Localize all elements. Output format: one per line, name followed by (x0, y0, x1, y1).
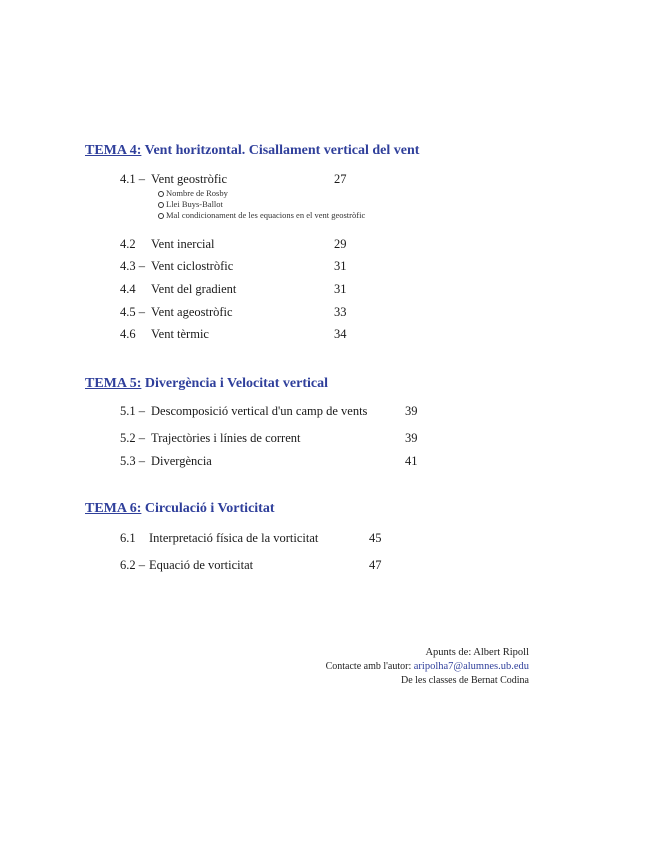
tema-5-label: TEMA 5: (85, 376, 142, 391)
tema-5-title: Divergència i Velocitat vertical (144, 376, 328, 391)
entry-number: 5.2 – (120, 431, 145, 445)
entry-page-number: 39 (405, 404, 418, 418)
sub-item-llei-buys-ballot (158, 199, 365, 210)
sub-item-label: Nombre de Rosby (166, 188, 228, 198)
contact-line (326, 661, 529, 672)
circle-bullet-icon (158, 202, 164, 208)
entry-page-number: 34 (334, 327, 347, 341)
entry-page-number: 29 (334, 237, 347, 251)
entry-number: 6.1 (120, 531, 136, 545)
entry-page-number: 31 (334, 259, 347, 273)
author-line (425, 647, 529, 658)
tema-4-title: Vent horitzontal. Cisallament vertical del vent (144, 143, 420, 158)
entry-number: 5.3 – (120, 454, 145, 468)
tema-6-label: TEMA 6: (85, 501, 142, 516)
entry-title: Vent tèrmic (151, 327, 209, 341)
entry-title: Vent ageostròfic (151, 305, 233, 319)
tema-6-title: Circulació i Vorticitat (144, 501, 275, 516)
entry-number: 6.2 – (120, 558, 145, 572)
entry-title: Trajectòries i línies de corrent (151, 431, 301, 445)
entry-page-number: 47 (369, 558, 382, 572)
entry-number: 4.3 – (120, 259, 145, 273)
email-link[interactable]: aripolha7@alumnes.ub.edu (413, 661, 529, 672)
entry-page-number: 39 (405, 431, 418, 445)
entry-number: 4.2 (120, 237, 136, 251)
entry-number: 4.1 – (120, 172, 145, 186)
entry-title: Vent geostròfic (151, 172, 228, 186)
entry-page-number: 27 (334, 172, 347, 186)
tema-6-heading (85, 501, 275, 517)
classes-line (401, 675, 529, 686)
entry-page-number: 33 (334, 305, 347, 319)
entry-page-number: 41 (405, 454, 418, 468)
sub-item-nombre-rosby (158, 188, 365, 199)
entry-title: Interpretació física de la vorticitat (149, 531, 319, 545)
entry-title: Vent del gradient (151, 282, 237, 296)
entry-number: 4.5 – (120, 305, 145, 319)
contact-prefix: Contacte amb l'autor: (325, 661, 412, 672)
tema-5-heading (85, 376, 328, 392)
classes-text: De les classes de Bernat Codina (400, 675, 529, 686)
sub-item-label: Llei Buys-Ballot (166, 199, 223, 209)
entry-number: 4.6 (120, 327, 136, 341)
tema-4-label: TEMA 4: (85, 143, 142, 158)
entry-title: Descomposició vertical d'un camp de vents (151, 404, 368, 418)
circle-bullet-icon (158, 213, 164, 219)
tema-4-heading (85, 143, 419, 159)
sub-list-4-1 (158, 188, 365, 221)
entry-number: 4.4 (120, 282, 136, 296)
sub-item-label: Mal condicionament de les equacions en el vent geostròfic (166, 210, 366, 220)
entry-page-number: 45 (369, 531, 382, 545)
sub-item-mal-condicionament (158, 210, 365, 221)
entry-page-number: 31 (334, 282, 347, 296)
entry-title: Vent inercial (151, 237, 215, 251)
entry-title: Equació de vorticitat (149, 558, 254, 572)
entry-title: Divergència (151, 454, 212, 468)
circle-bullet-icon (158, 191, 164, 197)
author-text: Apunts de: Albert Ripoll (425, 647, 529, 658)
entry-number: 5.1 – (120, 404, 145, 418)
entry-title: Vent ciclostròfic (151, 259, 234, 273)
